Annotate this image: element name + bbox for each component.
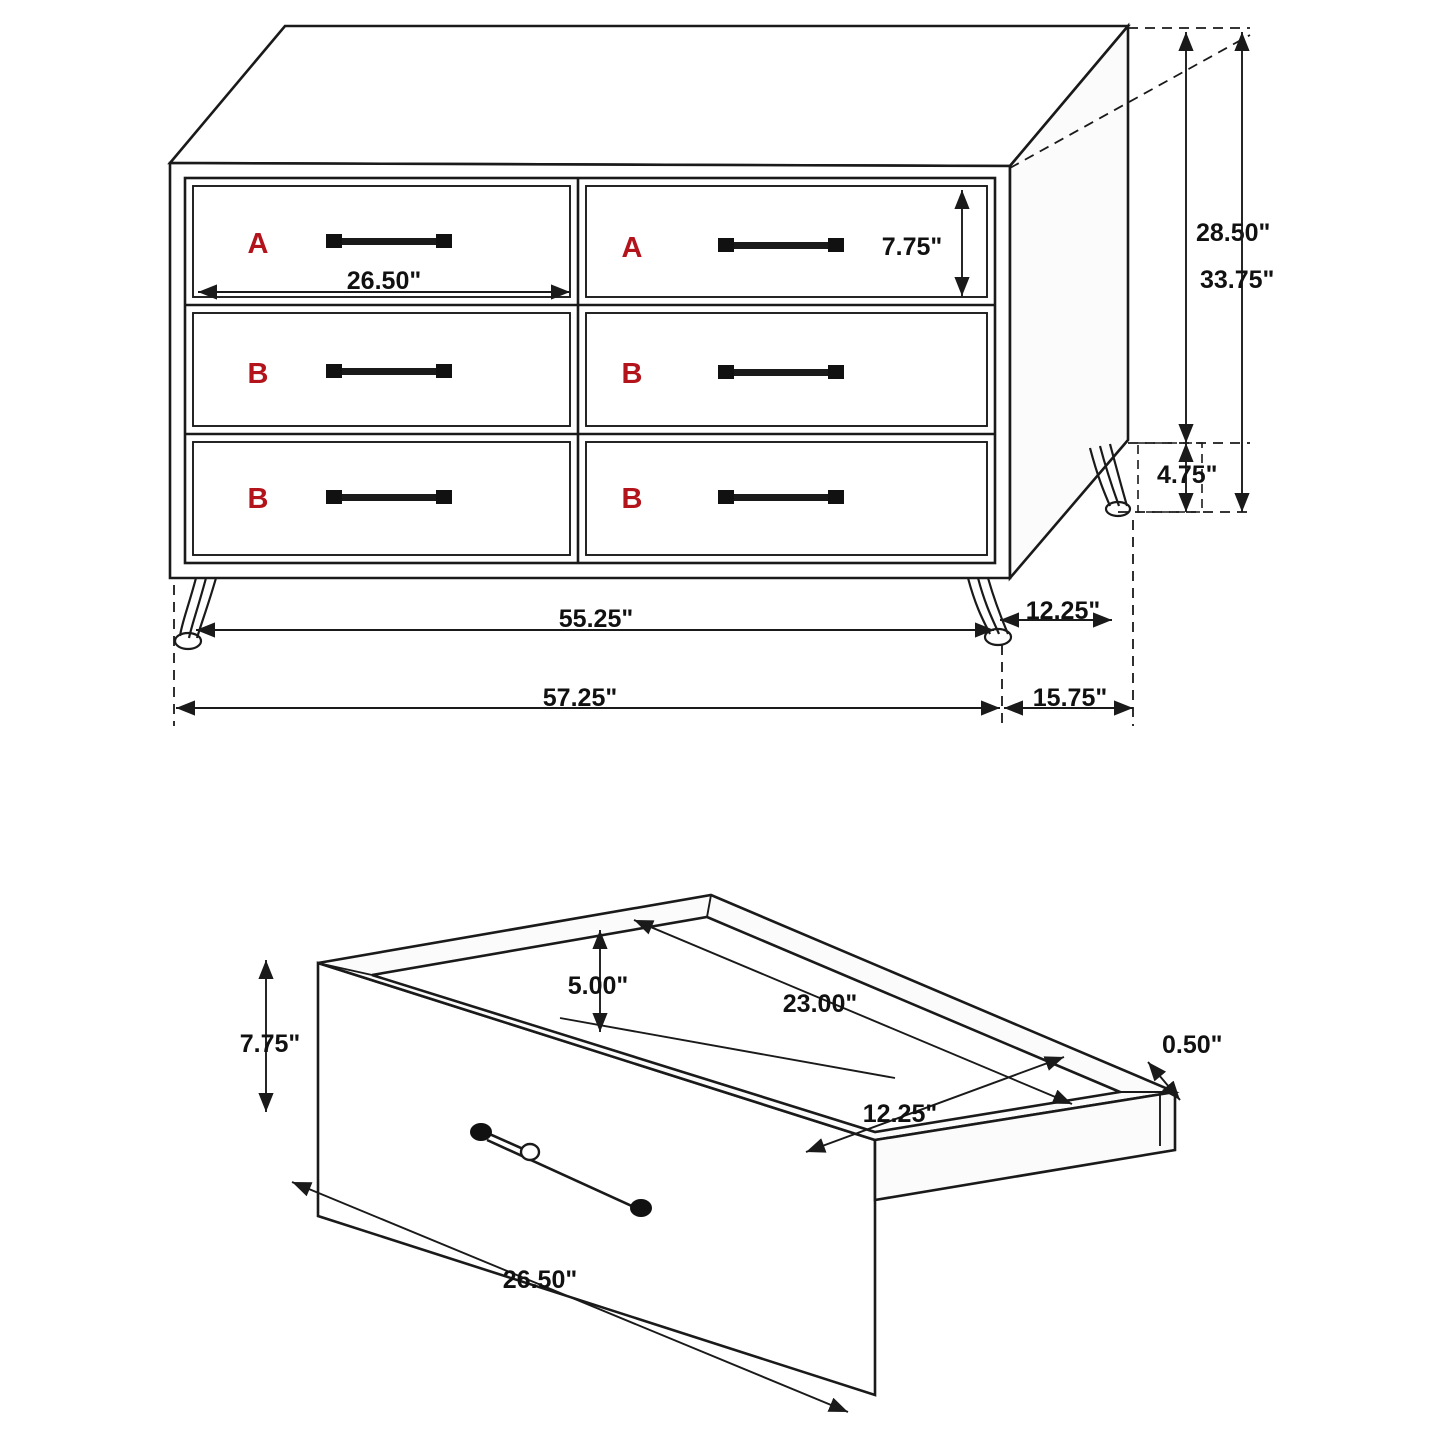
dim-drawer-front-width: 26.50" xyxy=(346,267,422,295)
drawer-label-top-right: A xyxy=(621,232,643,264)
dim-overall-height: 33.75" xyxy=(1200,266,1275,294)
dim-leg-height: 4.75" xyxy=(1157,461,1218,489)
dresser-leg xyxy=(968,578,1011,645)
dim-drawer-front-width-detail: 26.50" xyxy=(502,1266,578,1294)
dim-cabinet-height: 28.50" xyxy=(1196,219,1271,247)
dim-cabinet-width: 55.25" xyxy=(558,605,634,633)
dim-overall-depth: 15.75" xyxy=(1032,684,1108,712)
dim-interior-depth: 12.25" xyxy=(862,1100,938,1128)
drawer-label-bottom-left: B xyxy=(247,483,269,515)
dim-overall-width: 57.25" xyxy=(542,684,618,712)
drawer-label-top-left: A xyxy=(247,228,269,260)
drawer-detail xyxy=(318,895,1175,1395)
drawer-label-bottom-right: B xyxy=(621,483,643,515)
dresser-body xyxy=(170,26,1130,649)
dim-interior-depth-height: 5.00" xyxy=(567,972,629,1000)
dim-panel-thickness: 0.50" xyxy=(1162,1031,1223,1059)
dresser-leg xyxy=(175,578,216,649)
dim-drawer-front-height-detail: 7.75" xyxy=(239,1030,301,1058)
drawer-label-mid-left: B xyxy=(247,358,269,390)
drawer-label-mid-right: B xyxy=(621,358,643,390)
dim-drawer-front-height: 7.75" xyxy=(881,233,943,261)
dim-interior-width: 23.00" xyxy=(782,990,858,1018)
dim-cabinet-depth: 12.25" xyxy=(1025,597,1101,625)
